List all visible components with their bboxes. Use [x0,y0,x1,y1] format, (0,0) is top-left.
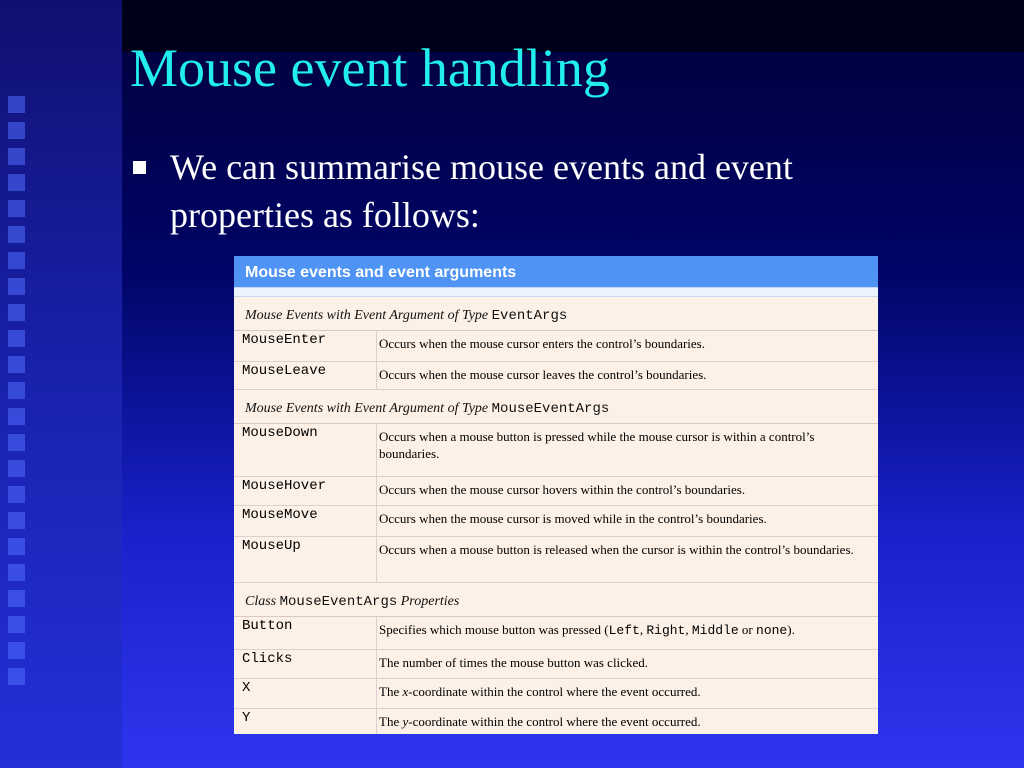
desc-text: -coordinate within the control where the event occurred. [408,714,701,729]
desc-variable: y [402,714,409,729]
section-header-prefix: Class [245,594,280,609]
desc-text: -coordinate within the control where the event occurred. [408,684,701,699]
event-description-cell: Occurs when a mouse button is pressed while the mouse cursor is within a control’s boundaries. [379,429,815,461]
event-name-cell: MouseHover [234,477,377,505]
desc-text: ). [787,622,795,637]
section-header [234,297,878,331]
event-description-cell [377,709,878,734]
table-row [234,331,878,362]
event-name-cell: Button [234,617,377,649]
event-description-cell: The number of times the mouse button was clicked. [379,655,648,670]
section-header [234,390,878,424]
event-description-cell [377,617,878,649]
desc-text: Specifies which mouse button was pressed ( [379,622,609,637]
desc-text: The [379,714,403,729]
section-header-type: MouseEventArgs [279,594,398,610]
event-name-cell: MouseMove [234,506,377,536]
event-name-cell: X [234,679,377,708]
table-row [234,424,878,477]
decorative-left-strip [0,0,122,768]
event-description-cell: Occurs when the mouse cursor is moved while in the control’s boundaries. [379,511,767,526]
event-name-cell: MouseUp [234,537,377,582]
desc-separator: , [685,622,692,637]
table-row [234,362,878,390]
event-name-cell: MouseEnter [234,331,377,361]
section-header-prefix: Mouse Events with Event Argument of Type [245,401,492,416]
table-row [234,679,878,709]
desc-text: The [379,684,403,699]
desc-code: none [756,623,788,638]
table-body [234,297,878,734]
desc-code: Middle [691,623,739,638]
event-description-cell: Occurs when the mouse cursor enters the control’s boundaries. [379,336,705,351]
event-description-cell: Occurs when the mouse cursor hovers within the control’s boundaries. [379,482,746,497]
mouse-events-table [234,256,878,734]
event-description-cell: Occurs when the mouse cursor leaves the control’s boundaries. [379,367,707,382]
desc-code: Right [646,623,686,638]
section-header-suffix: Properties [397,594,460,609]
section-header-type: EventArgs [491,308,568,324]
table-row [234,477,878,506]
slide-title: Mouse event handling [130,38,610,98]
table-row [234,709,878,734]
event-name-cell: MouseDown [234,424,377,476]
section-header-prefix: Mouse Events with Event Argument of Type [245,308,492,323]
table-row [234,650,878,679]
table-row [234,617,878,650]
event-description-cell [377,679,878,708]
section-header [234,583,878,617]
section-header-type: MouseEventArgs [491,401,610,417]
table-row [234,537,878,583]
bullet-text: We can summarise mouse events and event properties as follows: [170,147,793,235]
caption-divider [234,287,878,297]
table-caption: Mouse events and event arguments [234,256,878,287]
desc-separator: , [639,622,647,637]
desc-variable: x [402,684,409,699]
desc-code: Left [608,623,640,638]
event-name-cell: Y [234,709,377,734]
event-name-cell: MouseLeave [234,362,377,389]
table-row [234,506,878,537]
event-description-cell: Occurs when a mouse button is released when the cursor is within the control’s boundaries. [379,542,854,557]
desc-separator: or [738,622,757,637]
event-name-cell: Clicks [234,650,377,678]
bullet-square-icon [133,161,146,174]
